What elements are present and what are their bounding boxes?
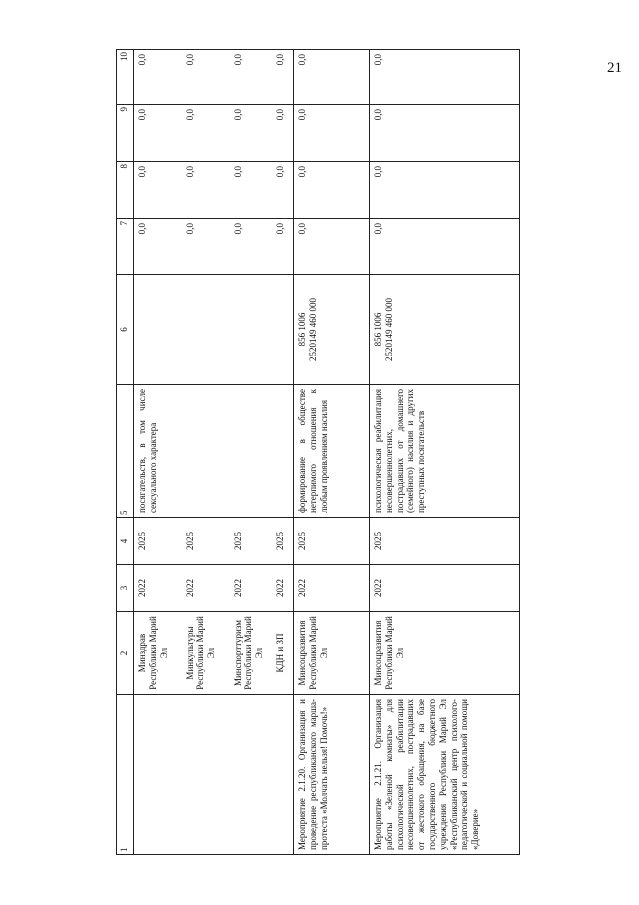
value-cell: 0,0 [134, 162, 182, 219]
start-year-cell: 2022 [272, 565, 294, 612]
result-cell: формирование в обществе нетерпимого отношения к любым проявлениям насилия [294, 385, 370, 518]
rotated-table-stage [116, 50, 636, 855]
budget-code-cell [370, 275, 520, 385]
budget-code-cell [182, 275, 230, 385]
budget-code-line1: 856 1006 [373, 312, 383, 347]
start-year-cell: 2022 [230, 565, 272, 612]
col-header-4: 4 [117, 518, 134, 565]
col-header-3: 3 [117, 565, 134, 612]
column-numbers-row [117, 50, 134, 855]
col-header-5: 5 [117, 385, 134, 518]
col-header-10: 10 [117, 50, 134, 105]
executor-cell: Минспорттуризм Республики Марий Эл [230, 612, 272, 695]
budget-code-cell [272, 275, 294, 385]
value-cell: 0,0 [370, 50, 520, 105]
end-year-cell: 2025 [272, 518, 294, 565]
program-table [116, 49, 520, 855]
col-header-1: 1 [117, 695, 134, 855]
end-year-cell: 2025 [370, 518, 520, 565]
col-header-6: 6 [117, 275, 134, 385]
col-header-2: 2 [117, 612, 134, 695]
value-cell: 0,0 [272, 162, 294, 219]
budget-code-cell [134, 275, 182, 385]
result-cell: психологическая реабилитация несовершеннолетних, пострадавших от домашнего (семейного) насилия и других преступных посягательств [370, 385, 520, 518]
value-cell: 0,0 [182, 50, 230, 105]
value-cell: 0,0 [230, 50, 272, 105]
value-cell: 0,0 [294, 50, 370, 105]
executor-cell: Минздрав Республики Марий Эл [134, 612, 182, 695]
col-header-7: 7 [117, 219, 134, 275]
executor-cell: КДН и ЗП [272, 612, 294, 695]
end-year-cell: 2025 [294, 518, 370, 565]
budget-code-line2: 2520149 460 000 [383, 298, 394, 361]
value-cell: 0,0 [294, 162, 370, 219]
value-cell: 0,0 [294, 105, 370, 162]
executor-cell: Минсоцразвития Республики Марий Эл [370, 612, 520, 695]
value-cell: 0,0 [272, 50, 294, 105]
start-year-cell: 2022 [182, 565, 230, 612]
value-cell: 0,0 [370, 162, 520, 219]
end-year-cell: 2025 [134, 518, 182, 565]
activity-cell: Мероприятие 2.1.21. Организация работы «Зеленой комнаты» для психологической реабилитации несовершеннолетних, пострадавших от жестокого обращения, на базе государственного бюджетного учреждения Республики Марий Эл «Республиканский центр психолого-педагогической и социальной помощи «Доверие» [370, 695, 520, 855]
value-cell: 0,0 [134, 105, 182, 162]
activity-cell: Мероприятие 2.1.20. Организация и проведение республиканского марша-протеста «Молчать нельзя! Помочь!» [294, 695, 370, 855]
budget-code-cell [230, 275, 272, 385]
end-year-cell: 2025 [230, 518, 272, 565]
activity-cell [134, 695, 294, 855]
page-number: 21 [607, 60, 622, 76]
col-header-8: 8 [117, 162, 134, 219]
budget-code-cell [294, 275, 370, 385]
value-cell: 0,0 [134, 219, 182, 275]
result-cell: посягательств, в том числе сексуального характера [134, 385, 294, 518]
start-year-cell: 2022 [294, 565, 370, 612]
value-cell: 0,0 [182, 219, 230, 275]
value-cell: 0,0 [294, 219, 370, 275]
budget-code-line2: 2520149 460 000 [307, 298, 318, 361]
value-cell: 0,0 [272, 219, 294, 275]
table-row [294, 50, 370, 855]
executor-cell: Минкультуры Республики Марий Эл [182, 612, 230, 695]
value-cell: 0,0 [182, 105, 230, 162]
value-cell: 0,0 [370, 219, 520, 275]
executor-cell: Минсоцразвития Республики Марий Эл [294, 612, 370, 695]
value-cell: 0,0 [134, 50, 182, 105]
table-row [370, 50, 520, 855]
end-year-cell: 2025 [182, 518, 230, 565]
value-cell: 0,0 [272, 105, 294, 162]
value-cell: 0,0 [230, 162, 272, 219]
value-cell: 0,0 [230, 105, 272, 162]
table-row [134, 50, 182, 855]
value-cell: 0,0 [370, 105, 520, 162]
start-year-cell: 2022 [134, 565, 182, 612]
value-cell: 0,0 [182, 162, 230, 219]
value-cell: 0,0 [230, 219, 272, 275]
col-header-9: 9 [117, 105, 134, 162]
start-year-cell: 2022 [370, 565, 520, 612]
budget-code-line1: 856 1006 [297, 312, 307, 347]
